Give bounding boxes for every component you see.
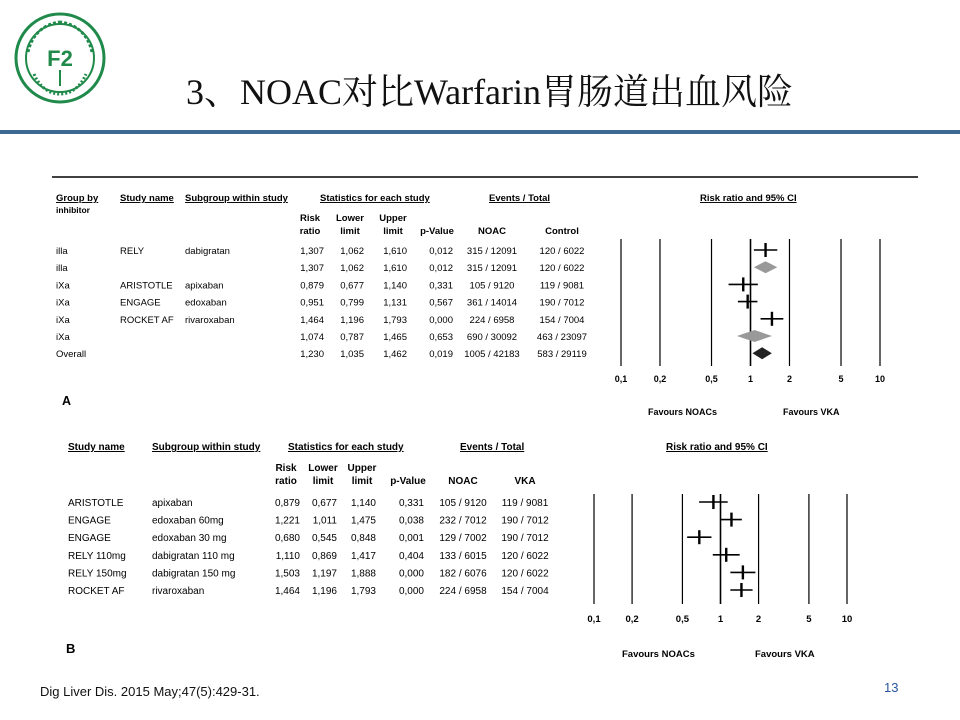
cell-study: ARISTOTLE — [68, 498, 124, 509]
cell-pvalue: 0,567 — [429, 297, 453, 309]
cell-study: RELY — [120, 246, 145, 257]
cell-risk-ratio: 1,230 — [300, 349, 324, 361]
cell-pvalue: 0,404 — [398, 550, 424, 562]
axis-tick-label: 5 — [838, 374, 844, 384]
cell-lower-limit: 1,062 — [340, 246, 364, 257]
cell-lower-limit: 0,869 — [311, 550, 337, 562]
page-number: 13 — [884, 680, 899, 695]
cell-subgroup: apixaban — [152, 498, 193, 509]
cell-subgroup: edoxaban 60mg — [152, 515, 224, 527]
cell-control-events: 120 / 6022 — [539, 246, 585, 257]
cell-risk-ratio: 0,879 — [300, 280, 324, 292]
cell-upper-limit: 1,610 — [383, 246, 407, 257]
cell-subgroup: rivaroxaban — [152, 586, 205, 597]
subheader-upper: Upper — [379, 213, 407, 224]
cell-study: ARISTOTLE — [120, 280, 173, 292]
forest-plot-panel-b — [60, 434, 896, 670]
cell-pvalue: 0,038 — [398, 515, 424, 527]
cell-subgroup: edoxaban 30 mg — [152, 533, 227, 545]
cell-risk-ratio: 1,110 — [275, 550, 300, 562]
cell-lower-limit: 0,677 — [311, 498, 337, 509]
cell-pvalue: 0,012 — [429, 263, 453, 275]
subheader-lower: Lower — [308, 463, 338, 474]
cell-subgroup: apixaban — [185, 280, 224, 292]
subheader-risk: Risk — [299, 213, 321, 224]
subheader-ratio: ratio — [299, 226, 321, 237]
header-statistics: Statistics for each study — [320, 193, 430, 204]
subheader-noac: NOAC — [478, 226, 506, 237]
cell-noac-events: 690 / 30092 — [466, 332, 518, 343]
cell-group: iXa — [56, 314, 70, 326]
cell-group: illa — [56, 263, 68, 275]
axis-tick-label: 0,5 — [675, 614, 690, 625]
university-logo — [14, 12, 106, 104]
axis-tick-label: 0,1 — [587, 614, 601, 625]
axis-tick-label: 2 — [755, 614, 762, 625]
axis-tick-label: 2 — [786, 374, 792, 384]
cell-control-events: 120 / 6022 — [501, 550, 549, 562]
cell-upper-limit: 1,462 — [383, 349, 407, 361]
subheader-upper: Upper — [347, 463, 377, 474]
forest-plot-a — [52, 172, 918, 422]
cell-upper-limit: 1,131 — [383, 297, 407, 309]
cell-noac-events: 129 / 7002 — [439, 533, 487, 545]
cell-subgroup: dabigratan 150 mg — [152, 568, 236, 580]
citation: Dig Liver Dis. 2015 May;47(5):429-31. — [40, 684, 260, 699]
cell-lower-limit: 1,196 — [340, 314, 364, 326]
cell-group: illa — [56, 246, 68, 257]
cell-group: Overall — [56, 349, 87, 361]
cell-noac-events: 182 / 6076 — [439, 568, 487, 580]
panel-label: B — [66, 641, 76, 656]
header-ci: Risk ratio and 95% CI — [700, 193, 797, 204]
cell-control-events: 120 / 6022 — [539, 263, 585, 275]
cell-risk-ratio: 1,464 — [274, 586, 300, 597]
cell-risk-ratio: 1,074 — [300, 332, 324, 343]
header-study-name: Study name — [68, 442, 125, 453]
summary-diamond — [737, 330, 772, 342]
axis-tick-label: 0,2 — [625, 614, 639, 625]
cell-risk-ratio: 1,464 — [300, 314, 324, 326]
cell-control-events: 154 / 7004 — [539, 314, 585, 326]
subheader-ratio: ratio — [275, 476, 297, 487]
cell-risk-ratio: 0,680 — [274, 533, 300, 545]
cell-risk-ratio: 1,307 — [300, 246, 324, 257]
cell-study: ENGAGE — [68, 533, 111, 545]
cell-control-events: 119 / 9081 — [501, 498, 549, 509]
axis-tick-label: 0,5 — [705, 374, 718, 384]
cell-lower-limit: 1,197 — [311, 568, 337, 580]
cell-noac-events: 232 / 7012 — [439, 515, 487, 527]
cell-study: ENGAGE — [120, 297, 161, 309]
forest-plot-panel-a — [52, 172, 918, 422]
cell-pvalue: 0,331 — [398, 498, 424, 509]
cell-subgroup: dabigratan 110 mg — [152, 550, 235, 562]
cell-group: iXa — [56, 297, 70, 309]
axis-tick-label: 1 — [717, 614, 724, 625]
cell-lower-limit: 0,677 — [340, 280, 364, 292]
cell-upper-limit: 1,140 — [383, 280, 407, 292]
axis-tick-label: 0,2 — [653, 374, 667, 384]
cell-control-events: 463 / 23097 — [536, 332, 588, 343]
cell-lower-limit: 1,011 — [312, 515, 337, 527]
cell-lower-limit: 0,799 — [340, 297, 364, 309]
cell-control-events: 190 / 7012 — [539, 297, 585, 309]
cell-upper-limit: 1,793 — [383, 314, 407, 326]
cell-noac-events: 1005 / 42183 — [464, 349, 520, 361]
cell-upper-limit: 1,465 — [383, 332, 407, 343]
subheader-pvalue: p-Value — [390, 476, 426, 487]
cell-noac-events: 133 / 6015 — [439, 550, 487, 562]
cell-upper-limit: 0,848 — [350, 533, 376, 545]
favours-noacs-label: Favours NOACs — [648, 407, 718, 417]
title-divider — [0, 130, 960, 134]
cell-lower-limit: 1,196 — [311, 586, 337, 597]
cell-upper-limit: 1,140 — [350, 498, 376, 509]
cell-pvalue: 0,331 — [429, 280, 453, 292]
subheader-lower: Lower — [336, 213, 364, 224]
cell-noac-events: 105 / 9120 — [469, 280, 515, 292]
cell-noac-events: 224 / 6958 — [469, 314, 515, 326]
cell-upper-limit: 1,610 — [383, 263, 407, 275]
summary-diamond — [752, 347, 771, 359]
axis-tick-label: 1 — [747, 374, 754, 384]
cell-noac-events: 315 / 12091 — [466, 246, 518, 257]
subheader-lower-limit: limit — [312, 476, 334, 487]
cell-study: RELY 150mg — [68, 568, 127, 580]
cell-pvalue: 0,653 — [429, 332, 453, 343]
favours-vka-label: Favours VKA — [783, 407, 840, 417]
cell-risk-ratio: 0,879 — [274, 498, 300, 509]
panel-label: A — [62, 394, 72, 408]
forest-plot-b — [60, 434, 896, 670]
cell-noac-events: 315 / 12091 — [466, 263, 518, 275]
svg-text:F2: F2 — [47, 46, 73, 71]
cell-noac-events: 224 / 6958 — [439, 586, 487, 597]
cell-subgroup: rivaroxaban — [185, 314, 235, 326]
cell-pvalue: 0,000 — [398, 586, 424, 597]
cell-group: iXa — [56, 332, 70, 343]
cell-lower-limit: 0,787 — [340, 332, 364, 343]
cell-control-events: 190 / 7012 — [501, 515, 549, 527]
subheader-control: Control — [545, 226, 579, 237]
cell-pvalue: 0,000 — [429, 314, 453, 326]
axis-tick-label: 0,1 — [614, 374, 628, 384]
cell-risk-ratio: 1,221 — [274, 515, 300, 527]
cell-subgroup: edoxaban — [185, 297, 227, 309]
cell-pvalue: 0,001 — [398, 533, 424, 545]
axis-tick-label: 10 — [841, 614, 853, 625]
header-statistics: Statistics for each study — [288, 442, 404, 453]
header-events: Events / Total — [460, 442, 525, 453]
cell-lower-limit: 1,062 — [340, 263, 364, 275]
header-group-2: inhibitor — [56, 205, 90, 215]
cell-control-events: 583 / 29119 — [537, 349, 587, 361]
favours-vka-label: Favours VKA — [755, 649, 815, 660]
cell-lower-limit: 0,545 — [311, 533, 337, 545]
subheader-pvalue: p-Value — [420, 226, 454, 237]
cell-upper-limit: 1,475 — [350, 515, 376, 527]
cell-study: ROCKET AF — [120, 314, 174, 326]
header-subgroup: Subgroup within study — [185, 193, 288, 204]
favours-noacs-label: Favours NOACs — [622, 649, 695, 660]
cell-pvalue: 0,019 — [429, 349, 453, 361]
cell-noac-events: 105 / 9120 — [439, 498, 487, 509]
cell-control-events: 120 / 6022 — [501, 568, 549, 580]
cell-upper-limit: 1,793 — [350, 586, 376, 597]
header-subgroup: Subgroup within study — [152, 442, 261, 453]
cell-study: RELY 110mg — [68, 550, 126, 562]
cell-upper-limit: 1,417 — [350, 550, 376, 562]
subheader-control: VKA — [514, 476, 536, 487]
header-group: Group by — [56, 193, 99, 204]
axis-tick-label: 10 — [874, 374, 886, 384]
cell-control-events: 119 / 9081 — [539, 280, 585, 292]
cell-study: ROCKET AF — [68, 586, 125, 597]
cell-noac-events: 361 / 14014 — [466, 297, 518, 309]
subheader-noac: NOAC — [448, 476, 478, 487]
summary-diamond — [754, 261, 777, 273]
subheader-risk: Risk — [275, 463, 297, 474]
cell-risk-ratio: 1,307 — [300, 263, 324, 275]
cell-pvalue: 0,000 — [398, 568, 424, 580]
axis-tick-label: 5 — [806, 614, 812, 625]
subheader-lower-limit: limit — [340, 226, 360, 237]
cell-lower-limit: 1,035 — [340, 349, 364, 361]
cell-pvalue: 0,012 — [429, 246, 453, 257]
cell-study: ENGAGE — [68, 515, 111, 527]
subheader-upper-limit: limit — [351, 476, 373, 487]
header-events: Events / Total — [489, 193, 551, 204]
slide-title: 3、NOAC对比Warfarin胃肠道出血风险 — [186, 72, 794, 112]
cell-upper-limit: 1,888 — [350, 568, 376, 580]
subheader-upper-limit: limit — [383, 226, 403, 237]
cell-control-events: 190 / 7012 — [501, 533, 549, 545]
cell-risk-ratio: 1,503 — [274, 568, 300, 580]
cell-subgroup: dabigratan — [185, 246, 230, 257]
header-ci: Risk ratio and 95% CI — [666, 442, 768, 453]
header-study-name: Study name — [120, 193, 174, 204]
cell-risk-ratio: 0,951 — [300, 297, 324, 309]
cell-control-events: 154 / 7004 — [501, 586, 549, 597]
cell-group: iXa — [56, 280, 70, 292]
